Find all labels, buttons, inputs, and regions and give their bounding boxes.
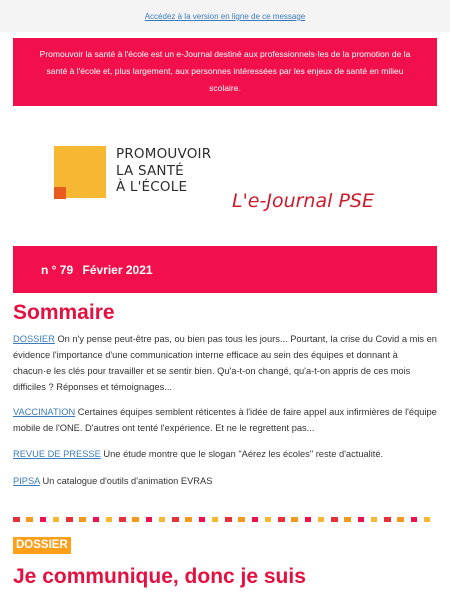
- stripe-segment: [424, 517, 431, 522]
- summary-item-vaccination: [13, 404, 437, 436]
- stripe-segment: [311, 517, 318, 522]
- stripe-segment: [53, 517, 60, 522]
- online-version-link[interactable]: Accédez à la version en ligne de ce message: [144, 12, 306, 21]
- stripe-segment: [212, 517, 219, 522]
- stripe-segment: [225, 517, 232, 522]
- stripe-segment: [199, 517, 206, 522]
- summary-link-pipsa[interactable]: PIPSA: [13, 476, 40, 486]
- stripe-segment: [172, 517, 179, 522]
- logo-accent-square: [54, 187, 66, 199]
- logo-wordmark: [116, 146, 211, 196]
- stripe-segment: [397, 517, 404, 522]
- stripe-segment: [165, 517, 172, 522]
- stripe-segment: [258, 517, 265, 522]
- intro-line: scolaire.: [209, 83, 241, 93]
- article-title: Je communique, donc je suis: [13, 565, 306, 588]
- stripe-segment: [40, 517, 47, 522]
- stripe-segment: [377, 517, 384, 522]
- stripe-segment: [59, 517, 66, 522]
- summary-text: On n'y pense peut-être pas, ou bien pas tous les jours... Pourtant, la crise du Covid a mis en évidence l'importance d'une communication interne efficace au sein des équipes et donnant à chacun·e les clés pour travailler et se sentir bien. Qu'a-t-on changé, qu'a-t-on appris de ces mois difficiles ? Réponses et témoignages...: [13, 334, 437, 392]
- summary-item-revue-de-presse: [13, 446, 437, 462]
- summary-link-revue-de-presse[interactable]: REVUE DE PRESSE: [13, 449, 101, 459]
- dossier-badge: DOSSIER: [13, 537, 71, 554]
- summary-text: Une étude montre que le slogan "Aérez les écoles" reste d'actualité.: [100, 449, 384, 459]
- stripe-segment: [139, 517, 146, 522]
- stripe-segment: [338, 517, 345, 522]
- online-version-bar: [0, 0, 450, 32]
- stripe-segment: [192, 517, 199, 522]
- stripe-segment: [318, 517, 325, 522]
- stripe-segment: [238, 517, 245, 522]
- stripe-segment: [218, 517, 225, 522]
- sommaire-heading: Sommaire: [13, 301, 115, 324]
- issue-banner: [13, 246, 437, 293]
- stripe-segment: [179, 517, 186, 522]
- stripe-segment: [86, 517, 93, 522]
- stripe-segment: [384, 517, 391, 522]
- stripe-segment: [417, 517, 424, 522]
- stripe-segment: [351, 517, 358, 522]
- stripe-segment: [26, 517, 33, 522]
- summary-link-vaccination[interactable]: VACCINATION: [13, 407, 76, 417]
- stripe-segment: [185, 517, 192, 522]
- stripe-segment: [33, 517, 40, 522]
- stripe-segment: [205, 517, 212, 522]
- stripe-segment: [13, 517, 20, 522]
- stripe-segment: [146, 517, 153, 522]
- stripe-segment: [305, 517, 312, 522]
- stripe-segment: [159, 517, 166, 522]
- logo-line: LA SANTÉ: [116, 162, 184, 179]
- stripe-segment: [252, 517, 259, 522]
- stripe-segment: [99, 517, 106, 522]
- stripe-segment: [324, 517, 331, 522]
- stripe-segment: [430, 517, 437, 522]
- stripe-segment: [93, 517, 100, 522]
- summary-link-dossier[interactable]: DOSSIER: [13, 334, 55, 344]
- stripe-segment: [106, 517, 113, 522]
- stripe-segment: [232, 517, 239, 522]
- issue-number: n ° 79: [41, 263, 74, 277]
- ejournal-title: L'e-Journal PSE: [232, 190, 374, 212]
- summary-text: Certaines équipes semblent réticentes à l'idée de faire appel aux infirmières de l'équipe mobile de l'ONE. D'autres ont tenté l'expérience. Et ne le regrettent pas...: [13, 407, 437, 433]
- stripe-segment: [119, 517, 126, 522]
- summary-item-dossier: [13, 331, 437, 395]
- stripe-segment: [331, 517, 338, 522]
- stripe-segment: [364, 517, 371, 522]
- stripe-segment: [404, 517, 411, 522]
- stripe-segment: [46, 517, 53, 522]
- stripe-segment: [79, 517, 86, 522]
- summary-item-pipsa: [13, 473, 437, 489]
- stripe-segment: [265, 517, 272, 522]
- stripe-segment: [285, 517, 292, 522]
- intro-line: Promouvoir la santé à l'école est un e-Journal destiné aux professionnels·les de la promotion de la: [39, 49, 411, 59]
- logo-icon: [54, 146, 108, 200]
- stripe-segment: [271, 517, 278, 522]
- stripe-segment: [20, 517, 27, 522]
- stripe-segment: [391, 517, 398, 522]
- stripe-segment: [132, 517, 139, 522]
- stripe-segment: [66, 517, 73, 522]
- logo-line: À L'ÉCOLE: [116, 179, 188, 195]
- summary-text: Un catalogue d'outils d'animation EVRAS: [39, 476, 213, 486]
- intro-line: santé à l'école et, plus largement, aux personnes intéressées par les enjeux de santé en milieu: [46, 66, 404, 76]
- stripe-segment: [371, 517, 378, 522]
- intro-banner: [13, 38, 437, 106]
- decorative-stripe: [13, 517, 437, 522]
- stripe-segment: [112, 517, 119, 522]
- stripe-segment: [126, 517, 133, 522]
- issue-date: Février 2021: [82, 263, 153, 277]
- stripe-segment: [358, 517, 365, 522]
- stripe-segment: [344, 517, 351, 522]
- stripe-segment: [73, 517, 80, 522]
- stripe-segment: [245, 517, 252, 522]
- stripe-segment: [278, 517, 285, 522]
- stripe-segment: [152, 517, 159, 522]
- stripe-segment: [411, 517, 418, 522]
- stripe-segment: [298, 517, 305, 522]
- logo-line: PROMOUVOIR: [116, 146, 212, 162]
- stripe-segment: [291, 517, 298, 522]
